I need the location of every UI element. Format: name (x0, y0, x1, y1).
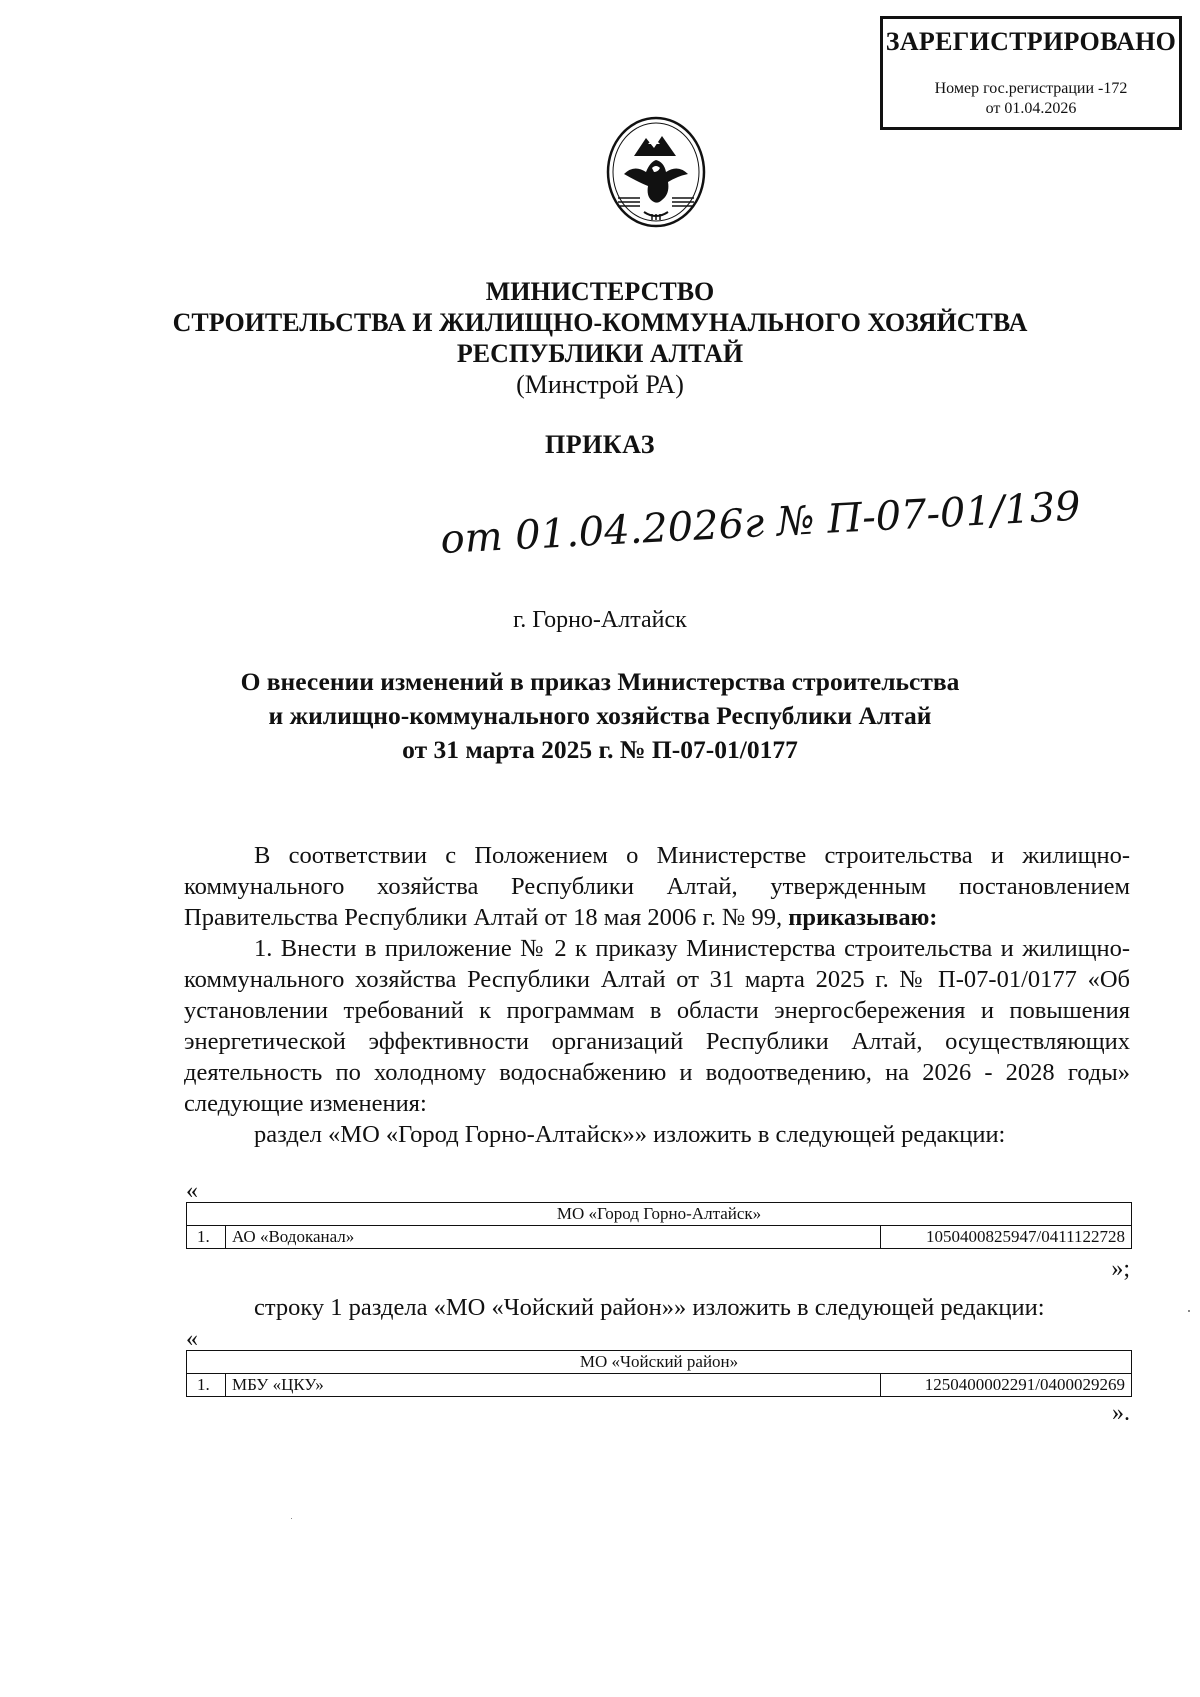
ministry-line-2: СТРОИТЕЛЬСТВА И ЖИЛИЩНО-КОММУНАЛЬНОГО ХОЗЯЙСТВА (172, 308, 1028, 337)
registration-number: Номер гос.регистрации -172 (934, 80, 1128, 97)
quote-open-2: « (186, 1326, 198, 1352)
ministry-line-1: МИНИСТЕРСТВО (485, 277, 715, 306)
ogrn-inn: 1250400002291/0400029269 (881, 1374, 1132, 1397)
row-number: 1. (187, 1226, 226, 1249)
handwritten-date-number-text: от 01.04.2026г № П-07-01/139 (439, 483, 1082, 564)
quote-open-1: « (186, 1178, 198, 1204)
coat-of-arms-emblem-icon (604, 116, 708, 232)
table-row (187, 1226, 1132, 1249)
title-line-1: О внесении изменений в приказ Министерства строительства (240, 667, 960, 696)
ministry-short-name: (Минстрой РА) (516, 370, 684, 399)
title-line-2: и жилищно-коммунального хозяйства Республики Алтай (268, 701, 932, 730)
table-gorno-altaysk (186, 1202, 1132, 1249)
preamble-text: В соответствии с Положением о Министерстве строительства и жилищно-коммунального хозяйства Республики Алтай, утвержденным постановлением Правительства Республики Алтай от 18 мая 2006 г. № 99, (184, 842, 1130, 931)
ministry-line-3: РЕСПУБЛИКИ АЛТАЙ (456, 339, 744, 368)
document-type: ПРИКАЗ (544, 430, 656, 459)
handwritten-date-number (430, 482, 1082, 564)
registration-stamp (880, 16, 1182, 130)
registration-title: ЗАРЕГИСТРИРОВАНО (885, 27, 1177, 56)
change-1-intro: раздел «МО «Город Горно-Алтайск»» изложить в следующей редакции: (254, 1121, 1006, 1148)
city: г. Горно-Алтайск (513, 607, 687, 633)
row-number: 1. (187, 1374, 226, 1397)
item-1-paragraph: 1. Внести в приложение № 2 к приказу Министерства строительства и жилищно-коммунального хозяйства Республики Алтай от 31 марта 2025 г. № П-07-01/0177 «Об установлении требований к программам в области энергосбережения и повышения энергетической эффективности организаций Республики Алтай, осуществляющих деятельность по холодному водоснабжению и водоотведению, на 2026 - 2028 годы» следующие изменения: (184, 935, 1130, 1117)
order-word: приказываю: (788, 904, 938, 931)
organization-name: АО «Водоканал» (226, 1226, 881, 1249)
table-row (187, 1374, 1132, 1397)
table-header-row (187, 1203, 1132, 1226)
preamble-paragraph (184, 840, 1130, 933)
change-2-block (184, 1292, 1130, 1323)
table-choyskiy (186, 1350, 1132, 1397)
organization-name: МБУ «ЦКУ» (226, 1374, 881, 1397)
title-line-3: от 31 марта 2025 г. № П-07-01/0177 (402, 735, 798, 764)
ogrn-inn: 1050400825947/0411122728 (881, 1226, 1132, 1249)
table-header: МО «Чойский район» (187, 1351, 1132, 1374)
document-title (0, 665, 1200, 767)
quote-close-1: »; (1111, 1256, 1130, 1282)
table-header: МО «Город Горно-Алтайск» (187, 1203, 1132, 1226)
document-body (184, 840, 1130, 1150)
ministry-name (0, 276, 1200, 369)
quote-close-2: ». (1112, 1400, 1130, 1426)
change-2-intro: строку 1 раздела «МО «Чойский район»» изложить в следующей редакции: (254, 1294, 1045, 1321)
registration-date: от 01.04.2026 (985, 100, 1077, 117)
table-header-row (187, 1351, 1132, 1374)
